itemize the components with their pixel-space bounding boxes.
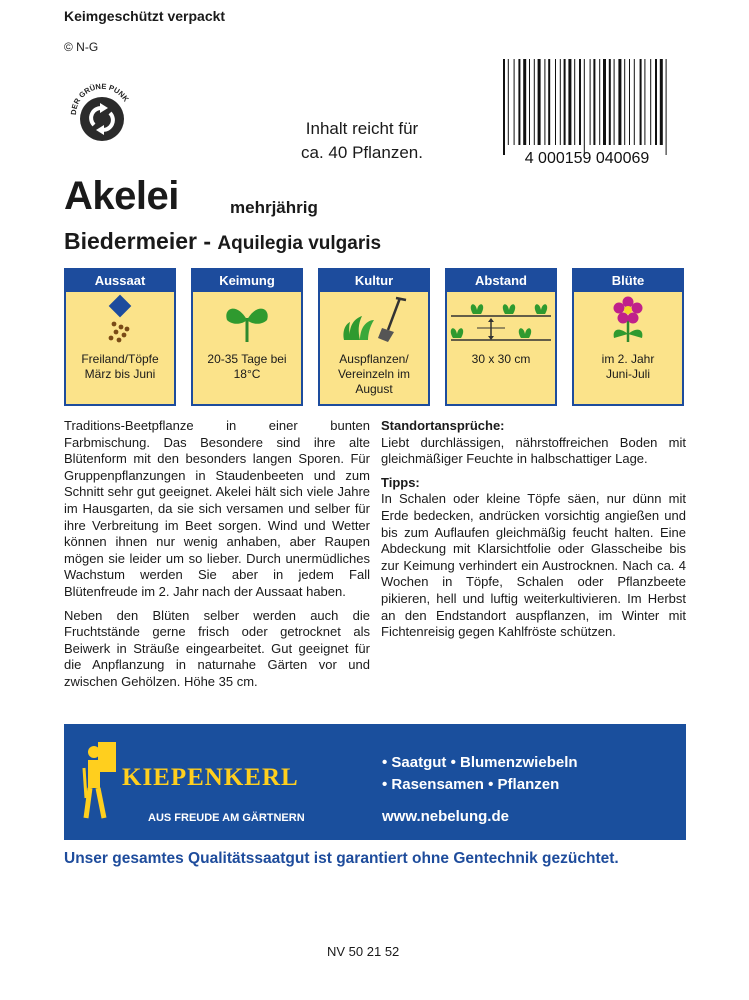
panel-abstand	[445, 268, 557, 406]
barcode-bar	[603, 59, 606, 145]
description-column	[64, 418, 370, 698]
barcode-bar	[514, 59, 515, 145]
panel-text-line: im 2. Jahr	[601, 352, 655, 366]
barcode-digits: 4 000159 040069	[524, 150, 650, 167]
barcode-bar	[564, 59, 566, 145]
barcode-bar	[503, 59, 505, 155]
barcode-bar	[609, 59, 611, 145]
banner-feature-line1: • Saatgut • Blumenzwiebeln	[382, 754, 578, 771]
panel-kultur	[318, 268, 430, 406]
brand-tagline: AUS FREUDE AM GÄRTNERN	[148, 812, 305, 824]
barcode-bar	[574, 59, 575, 145]
seedling-icon	[193, 294, 301, 344]
panel-bluete	[572, 268, 684, 406]
panel-text-line: Juni-Juli	[605, 367, 650, 381]
panel-text-line: August	[355, 382, 393, 396]
barcode-bar	[614, 59, 615, 145]
barcode-bar	[624, 59, 625, 145]
barcode-bar	[590, 59, 591, 145]
title-suffix: mehrjährig	[230, 198, 318, 217]
barcode-bar	[548, 59, 550, 145]
recycling-arrows-icon	[64, 75, 136, 147]
panel-text-line: März bis Juni	[84, 367, 156, 381]
panel-text	[449, 352, 553, 367]
gmo-free-claim: Unser gesamtes Qualitätssaatgut ist garantiert ohne Gentechnik gezüchtet.	[64, 850, 619, 867]
barcode-bar	[593, 59, 595, 145]
brand-name: KIEPENKERL	[122, 764, 299, 791]
cultivation-panels	[64, 268, 686, 408]
panel-text	[576, 352, 680, 382]
barcode-bar	[634, 59, 635, 145]
panel-aussaat	[64, 268, 176, 406]
gruener-punkt-text: DER GRÜNE PUNK	[68, 81, 131, 116]
barcode-bar	[534, 59, 535, 145]
variety-name: Biedermeier -	[64, 228, 218, 254]
tips-column	[381, 418, 686, 648]
barcode-bars	[497, 57, 677, 167]
description-paragraph: Traditions-Beetpflanze in einer bunten Farbmischung. Das Besondere sind ihre alte Blütenform mit den besonders langen Sporen. Für Gruppenpflanzungen in Staudenbeeten und zum Schnitt sehr gut geeignet. Akelei hält sich viele Jahre im Hausgarten, da sie sich versamen und selber für ihre Verbreitung im Beet sorgen. Wind und Wetter können ihnen nur wenig anhaben, aber Raupen mögen sie leider um so lieber. Durch unermüdliches Wachstum werden Sie aber in jedem Fall Blütenfreude im 2. Jahr nach der Aussaat haben.	[64, 418, 370, 599]
panel-keimung	[191, 268, 303, 406]
content-info	[262, 117, 462, 165]
barcode-bar	[666, 59, 667, 155]
location-heading: Standortansprüche:	[381, 418, 505, 433]
tips-text: In Schalen oder kleine Töpfe säen, nur dünn mit Erde bedecken, andrücken vorsichtig angießen und bis zum Auflaufen gleichmäßig feucht halten. Eine Abdeckung mit Klarsichtfolie oder Glasscheibe bis zur Keimung verhindert ein Austrocknen. Nach ca. 4 Wochen in Töpfe, Schalen oder Pflanzbeete pikieren, hell und luftig weiterkultivieren. Im Herbst an den Endstandort auspflanzen, im Winter mit Fichtenreisig gegen Kahlfröste schützen.	[381, 491, 686, 640]
variety-latin: Aquilegia vulgaris	[217, 233, 382, 254]
banner-feature-line2: • Rasensamen • Pflanzen	[382, 776, 560, 793]
panel-text-line: 30 x 30 cm	[471, 352, 531, 366]
content-info-line1: Inhalt reicht für	[305, 119, 419, 138]
description-paragraph: Neben den Blüten selber werden auch die Fruchtstände gerne frisch oder getrocknet als Beiwerk in Sträuße eingearbeitet. Gut geeignet für die Anpflanzung in naturnahe Gärten vor und zwischen Gehölzen. Höhe 35 cm.	[64, 607, 370, 689]
location-text: Liebt durchlässigen, nährstoffreichen Boden mit gleichmäßiger Feuchte in halbschattiger Lage.	[381, 434, 686, 467]
barcode-bar	[518, 59, 520, 145]
barcode-bar	[640, 59, 642, 145]
copyright-text: © N-G	[64, 40, 99, 54]
panel-head: Kultur	[320, 270, 428, 292]
barcode-bar	[544, 59, 545, 145]
panel-head: Abstand	[447, 270, 555, 292]
spacing-icon	[447, 294, 555, 344]
panel-text-line: Auspflanzen/	[339, 352, 409, 366]
barcode-bar	[568, 59, 571, 145]
panel-text-line: Freiland/Töpfe	[81, 352, 159, 366]
mascot-icon	[82, 738, 122, 822]
panel-text-line: 20-35 Tage bei	[207, 352, 287, 366]
brand-banner	[64, 724, 686, 840]
flower-icon	[574, 294, 682, 344]
panel-text	[195, 352, 299, 382]
tips-heading: Tipps:	[381, 474, 420, 490]
top-note: Keimgeschützt verpackt	[64, 8, 226, 24]
barcode-bar	[660, 59, 663, 145]
barcode-bar	[629, 59, 630, 145]
panel-head: Keimung	[193, 270, 301, 292]
panel-head: Blüte	[574, 270, 682, 292]
shovel-plant-icon	[320, 294, 428, 344]
variety-line	[64, 228, 381, 255]
barcode-bar	[599, 59, 600, 145]
barcode	[497, 57, 677, 167]
barcode-bar	[650, 59, 651, 145]
panel-head: Aussaat	[66, 270, 174, 292]
barcode-bar	[655, 59, 657, 145]
barcode-bar	[584, 59, 585, 155]
content-info-line2: ca. 40 Pflanzen.	[301, 143, 423, 162]
barcode-bar	[523, 59, 526, 145]
barcode-bar	[508, 59, 509, 145]
website-link[interactable]: www.nebelung.de	[382, 808, 509, 825]
panel-text	[68, 352, 172, 382]
barcode-bar	[644, 59, 645, 145]
barcode-bar	[579, 59, 581, 145]
barcode-bar	[529, 59, 530, 145]
barcode-bar	[555, 59, 556, 145]
product-title: Akelei	[64, 174, 179, 218]
article-number: NV 50 21 52	[327, 944, 400, 959]
panel-text-line: Vereinzeln im	[337, 367, 411, 381]
seed-packet-icon	[66, 294, 174, 344]
gruener-punkt-logo	[64, 75, 136, 147]
barcode-bar	[538, 59, 541, 145]
barcode-bar	[560, 59, 561, 145]
barcode-bar	[618, 59, 621, 145]
panel-text-line: 18°C	[233, 367, 261, 381]
panel-text	[322, 352, 426, 397]
